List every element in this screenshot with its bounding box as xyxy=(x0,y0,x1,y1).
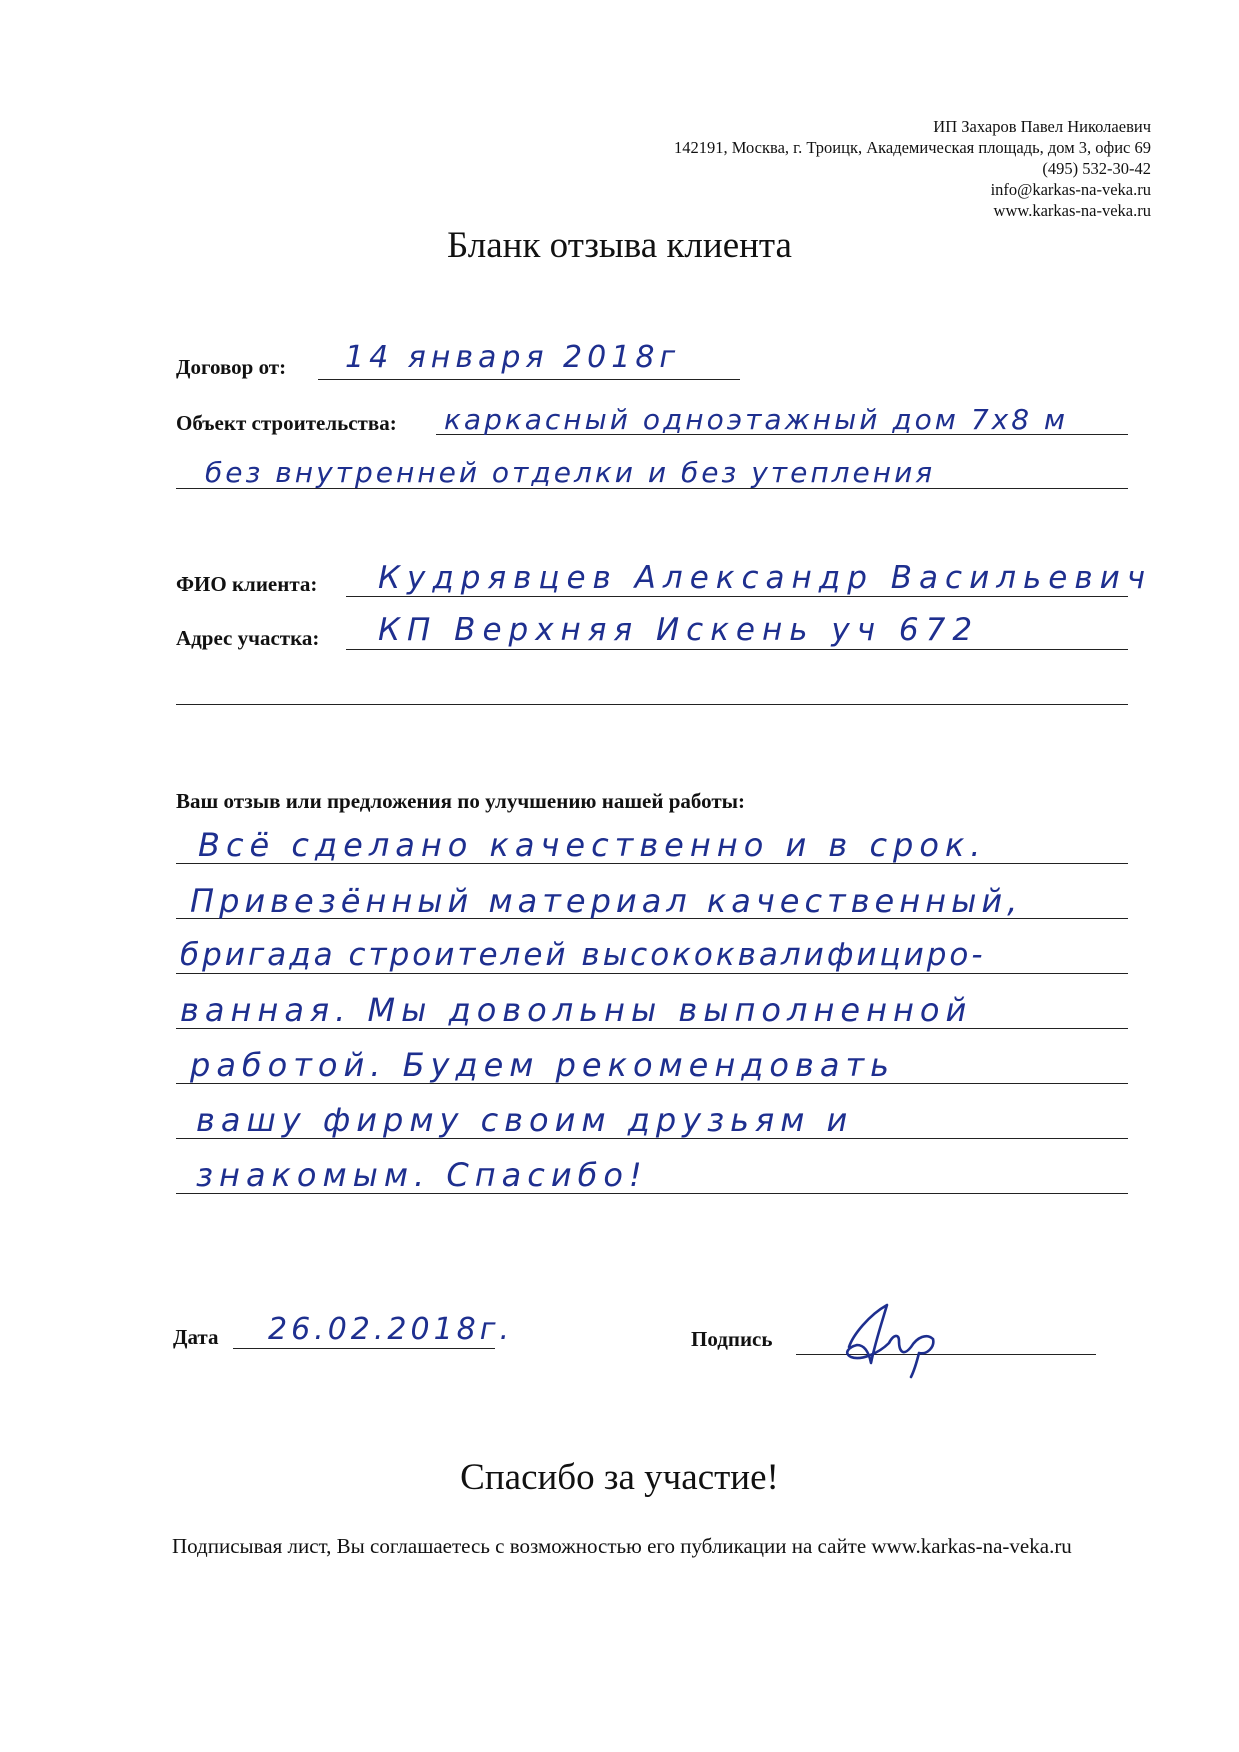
contract-line xyxy=(318,379,740,380)
date-line xyxy=(233,1348,495,1349)
company-email: info@karkas-na-veka.ru xyxy=(990,180,1151,199)
contract-value: 14 января 2018г xyxy=(345,340,681,375)
date-value: 26.02.2018г. xyxy=(268,1312,514,1347)
address-label: Адрес участка: xyxy=(176,626,320,650)
object-label: Объект строительства: xyxy=(176,411,397,435)
feedback-text-2: Привезённый материал качественный, xyxy=(190,882,1023,920)
client-line xyxy=(346,596,1128,597)
feedback-text-1: Всё сделано качественно и в срок. xyxy=(198,826,987,864)
feedback-text-4: ванная. Мы довольны выполненной xyxy=(180,991,973,1029)
address-line-2 xyxy=(176,704,1128,705)
client-label: ФИО клиента: xyxy=(176,572,318,596)
handwritten-signature xyxy=(835,1295,945,1380)
feedback-text-5: работой. Будем рекомендовать xyxy=(190,1046,895,1084)
feedback-text-6: вашу фирму своим друзьям и xyxy=(196,1101,854,1139)
feedback-text-3: бригада строителей высококвалифициро- xyxy=(180,937,986,973)
feedback-text-7: знакомым. Спасибо! xyxy=(196,1156,648,1194)
address-value: КП Верхняя Искень уч 672 xyxy=(378,612,980,648)
signature-label: Подпись xyxy=(691,1327,773,1351)
object-value-2: без внутренней отделки и без утепления xyxy=(205,456,936,489)
contract-label: Договор от: xyxy=(176,355,287,379)
form-title: Бланк отзыва клиента xyxy=(447,225,792,266)
feedback-line-3 xyxy=(176,973,1128,974)
company-phone: (495) 532-30-42 xyxy=(1042,159,1151,178)
company-header xyxy=(674,116,1151,221)
object-value-1: каркасный одноэтажный дом 7х8 м xyxy=(444,403,1069,436)
feedback-label: Ваш отзыв или предложения по улучшению нашей работы: xyxy=(176,789,746,813)
thanks-message: Спасибо за участие! xyxy=(460,1457,779,1498)
publication-consent: Подписывая лист, Вы соглашаетесь с возможностью его публикации на сайте www.karkas-na-veka.ru xyxy=(172,1534,1072,1558)
company-website: www.karkas-na-veka.ru xyxy=(993,201,1151,220)
company-name: ИП Захаров Павел Николаевич xyxy=(933,117,1151,136)
date-label: Дата xyxy=(173,1325,219,1349)
address-line-1 xyxy=(346,649,1128,650)
company-address: 142191, Москва, г. Троицк, Академическая площадь, дом 3, офис 69 xyxy=(674,138,1151,157)
client-value: Кудрявцев Александр Васильевич xyxy=(378,560,1153,596)
